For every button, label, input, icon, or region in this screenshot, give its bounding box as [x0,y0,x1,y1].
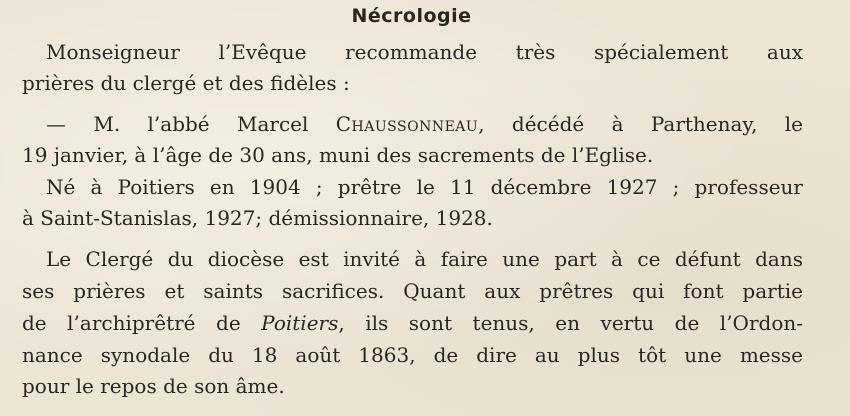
text-line: prières du clergé et des fidèles : [22,71,350,95]
deceased-name: Chaussonneau [335,112,479,136]
text-line [46,109,803,139]
text-segment: — M. l’abbé Marcel [46,112,336,136]
text-line: Monseigneur l’Evêque recommande très spécialement aux [46,40,803,64]
text-segment: de l’archiprêtré de [22,311,262,335]
text-segment: , ils sont tenus, en vertu de l’Ordon- [338,311,803,335]
text-line: ses prières et saints sacrifices. Quant aux prêtres qui font partie [22,279,803,303]
text-line [22,308,803,338]
text-segment: , décédé à Parthenay, le [478,112,804,136]
text-line: Le Clergé du diocèse est invité à faire une part à ce défunt dans [46,247,803,271]
text-line: pour le repos de son âme. [22,374,285,398]
text-line: nance synodale du 18 août 1863, de dire au plus tôt une messe [22,343,803,367]
page-title: Nécrologie [351,5,472,27]
place-name: Poitiers [261,311,339,335]
text-line: 19 janvier, à l’âge de 30 ans, muni des sacrements de l’Eglise. [22,143,654,167]
text-line: à Saint-Stanislas, 1927; démissionnaire, 1928. [22,206,493,230]
text-line: Né à Poitiers en 1904 ; prêtre le 11 décembre 1927 ; professeur [46,175,803,199]
